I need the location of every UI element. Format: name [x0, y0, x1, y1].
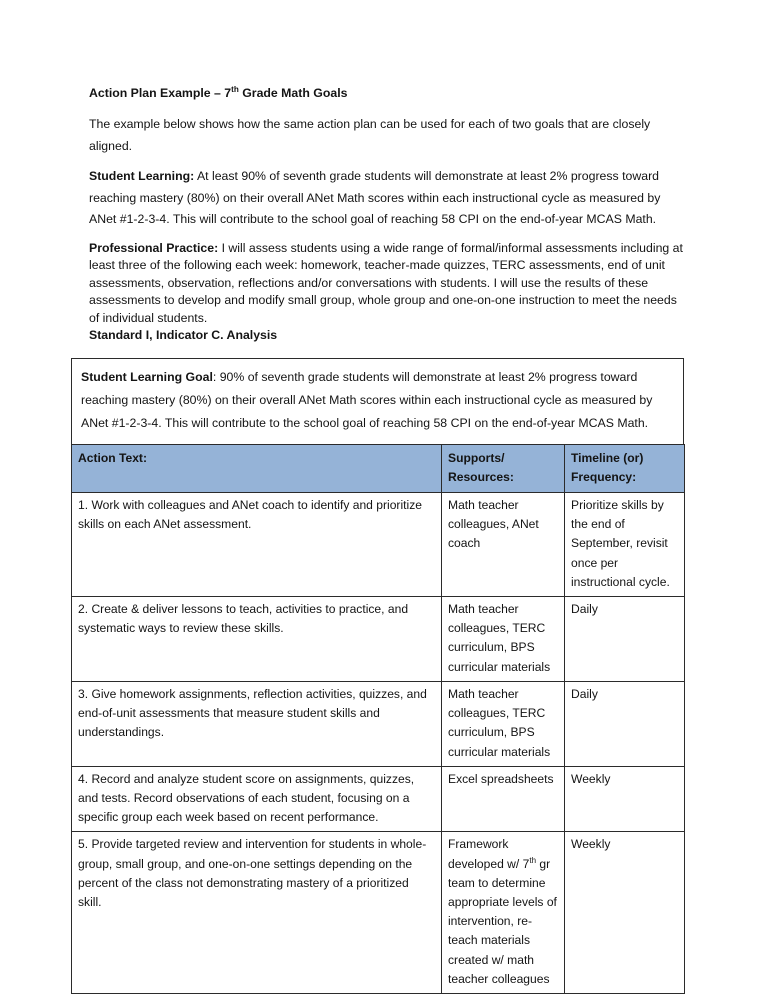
- row-supports-part2: gr team to determine appropriate levels of intervention, re-teach materials created w/ math teacher colleagues: [448, 856, 557, 986]
- professional-practice-label: Professional Practice:: [89, 240, 219, 255]
- student-learning-goal-body: : 90% of seventh grade students will demonstrate at least 2% progress toward reaching mastery (80%) on their overall ANet Math scores within each instructional cycle as measured by ANet #1-2-3-4. This will contribute to the school goal of reaching 58 CPI on the end-of-year MCAS Math.: [81, 370, 653, 431]
- student-learning-goal-text: [81, 366, 674, 435]
- action-plan-table: [71, 444, 685, 994]
- row-action-text: 4. Record and analyze student score on assignments, quizzes, and tests. Record observations of each student, focusing on a specific group each week based on recent performance.: [72, 766, 442, 832]
- column-header-timeline-frequency: [565, 445, 685, 493]
- row-action-text: 1. Work with colleagues and ANet coach to identify and prioritize skills on each ANet assessment.: [72, 493, 442, 597]
- student-learning-text: At least 90% of seventh grade students will demonstrate at least 2% progress toward reaching mastery (80%) on their overall ANet Math scores within each instructional cycle as measured by ANet #1-2-3-4. This will contribute to the school goal of reaching 58 CPI on the end-of-year MCAS Math.: [89, 169, 661, 226]
- row-action-text: 2. Create & deliver lessons to teach, activities to practice, and systematic ways to review these skills.: [72, 597, 442, 682]
- column-header-supports-line1: Supports/: [448, 451, 505, 466]
- column-header-supports-line2: Resources:: [448, 470, 514, 485]
- student-learning-label: Student Learning:: [89, 169, 195, 183]
- page-title-ordinal-suffix: th: [231, 84, 239, 94]
- row-timeline-frequency: Daily: [565, 681, 685, 766]
- student-learning-goal-box: [71, 358, 684, 444]
- table-row: [72, 681, 685, 766]
- row-supports-resources: [442, 832, 565, 994]
- intro-paragraph: The example below shows how the same action plan can be used for each of two goals that are closely aligned.: [89, 117, 651, 153]
- table-header-row: [72, 445, 685, 493]
- row-timeline-frequency: Weekly: [565, 832, 685, 994]
- professional-practice-paragraph: [71, 240, 684, 328]
- table-row: [72, 766, 685, 832]
- row-timeline-frequency: Daily: [565, 597, 685, 682]
- row-supports-resources: Math teacher colleagues, ANet coach: [442, 493, 565, 597]
- page-title-suffix: Grade Math Goals: [238, 86, 348, 100]
- column-header-timeline-line2: Frequency:: [571, 470, 637, 485]
- professional-practice-text: I will assess students using a wide range of formal/informal assessments including at least three of the following each week: homework, teacher-made quizzes, TERC assessments, end of unit assessments, observation, reflections and/or conversations with students. I will use the results of these assessments to develop and modify small group, whole group and one-on-one instruction to meet the needs of individual students.: [89, 240, 683, 325]
- table-row: [72, 832, 685, 994]
- row-timeline-frequency: Weekly: [565, 766, 685, 832]
- student-learning-paragraph: [71, 166, 684, 231]
- action-plan-table-body: [72, 493, 685, 994]
- row-supports-resources: Math teacher colleagues, TERC curriculum, BPS curricular materials: [442, 681, 565, 766]
- table-row: [72, 493, 685, 597]
- column-header-supports-resources: [442, 445, 565, 493]
- row-supports-resources: Math teacher colleagues, TERC curriculum, BPS curricular materials: [442, 597, 565, 682]
- row-action-text: 5. Provide targeted review and intervention for students in whole-group, small group, and one-on-one settings depending on the percent of the class not demonstrating mastery of a prioritized skill.: [72, 832, 442, 994]
- column-header-action-text: Action Text:: [72, 445, 442, 493]
- document-body: [71, 84, 684, 994]
- row-timeline-frequency: Prioritize skills by the end of September, revisit once per instructional cycle.: [565, 493, 685, 597]
- row-supports-resources: Excel spreadsheets: [442, 766, 565, 832]
- row-action-text: 3. Give homework assignments, reflection activities, quizzes, and end-of-unit assessments that measure student skills and understandings.: [72, 681, 442, 766]
- student-learning-goal-label: Student Learning Goal: [81, 370, 213, 385]
- row-supports-ordinal-suffix: th: [529, 855, 537, 865]
- action-plan-table-header: [72, 445, 685, 493]
- column-header-timeline-line1: Timeline (or): [571, 451, 644, 466]
- page-title-prefix: Action Plan Example – 7: [89, 86, 232, 100]
- standard-indicator-line: Standard I, Indicator C. Analysis: [89, 328, 278, 343]
- table-row: [72, 597, 685, 682]
- page-title: [71, 84, 684, 102]
- row-supports-part1: Framework developed w/ 7: [448, 837, 530, 871]
